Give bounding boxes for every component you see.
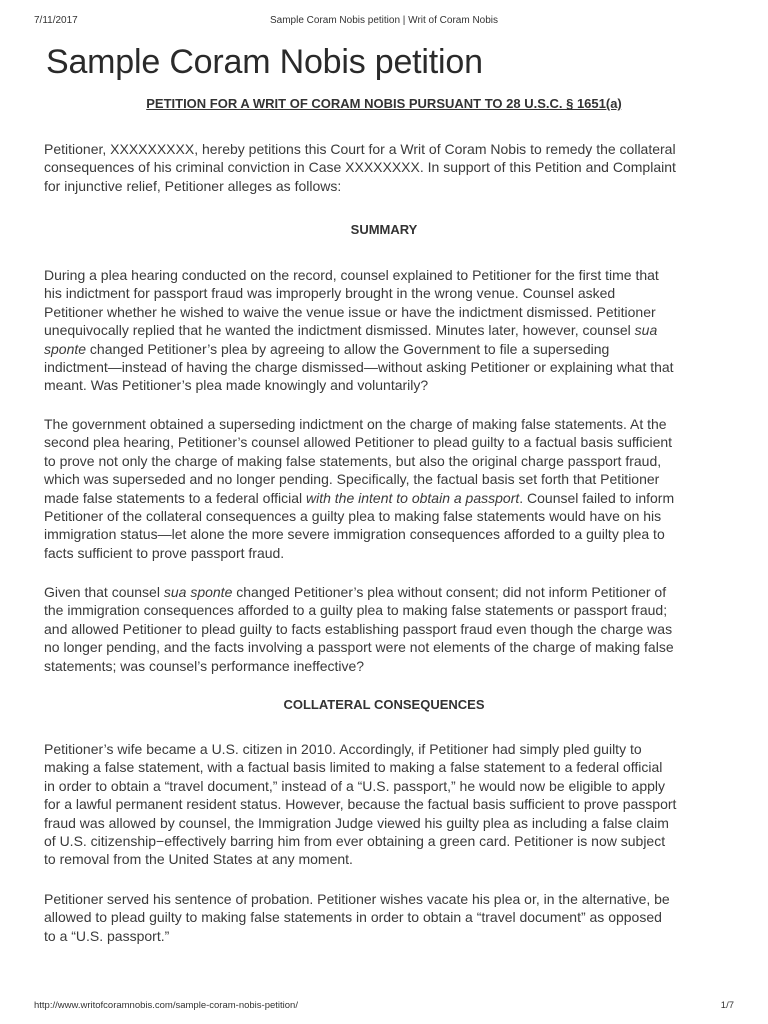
text-line: which was superseded and no longer pending. Specifically, the factual basis set forth that Petitioner [44,471,660,488]
text-line: Petitioner’s wife became a U.S. citizen in 2010. Accordingly, if Petitioner had simply pled guilty to [44,741,642,757]
collateral-paragraph-1 [44,740,728,869]
petition-heading: PETITION FOR A WRIT OF CORAM NOBIS PURSUANT TO 28 U.S.C. § 1651(a) [146,96,622,111]
text-line: Given that counsel sua sponte changed Petitioner’s plea without consent; did not inform Petitioner of [44,584,667,600]
print-date: 7/11/2017 [34,15,78,26]
print-header [34,15,734,29]
text-line: unequivocally replied that he wanted the indictment dismissed. Minutes later, however, counsel sua [44,322,658,339]
text-line: consequences of his criminal conviction in Case XXXXXXXX. In support of this Petition and Complaint [44,159,676,176]
text-line: to a “U.S. passport.” [44,927,170,944]
text-line: Petitioner whether he wished to waive the venue issue or have the indictment dismissed. Petitioner [44,303,656,320]
text-line: Petitioner of the collateral consequences a guilty plea to making false statements would have on his [44,508,662,525]
page-title: Sample Coram Nobis petition [46,43,483,81]
text-line: his indictment for passport fraud was improperly brought in the wrong venue. Counsel asked [44,285,616,302]
text-line: to prove not only the charge of making false statements, but also the original charge passport fraud, [44,452,662,469]
text-line: second plea hearing, Petitioner’s counsel allowed Petitioner to plead guilty to a factual basis sufficient [44,434,673,451]
text-line: for injunctive relief, Petitioner alleges as follows: [44,177,342,194]
text-line: meant. Was Petitioner’s plea made knowingly and voluntarily? [44,377,429,394]
text-line: made false statements to a federal official with the intent to obtain a passport. Counsel failed to inform [44,489,675,506]
text-line: The government obtained a superseding indictment on the charge of making false statements. At the [44,416,667,432]
text-line: immigration status—let alone the more severe immigration consequences afforded to a guilty plea to [44,526,665,543]
print-footer [34,1000,734,1014]
text-line: the immigration consequences afforded to a guilty plea to making false statements or passport fraud; [44,602,668,619]
text-line: indictment—instead of having the charge dismissed—without asking Petitioner or explaining what that [44,359,674,376]
text-line: for a lawful permanent resident status. However, because the factual basis sufficient to prove passport [44,796,677,813]
text-line: of U.S. citizenship−effectively barring him from ever obtaining a green card. Petitioner is now subject [44,833,666,850]
collateral-paragraph-2 [44,890,728,945]
text-line: Petitioner, XXXXXXXXX, hereby petitions this Court for a Writ of Coram Nobis to remedy the collateral [44,141,676,157]
print-tab-title: Sample Coram Nobis petition | Writ of Coram Nobis [269,15,499,26]
text-line: fraud was allowed by counsel, the Immigration Judge viewed his guilty plea as including a false claim [44,814,669,831]
collateral-heading: COLLATERAL CONSEQUENCES [283,697,485,712]
summary-heading: SUMMARY [350,222,418,237]
text-line: facts sufficient to prove passport fraud. [44,544,285,561]
text-line: Petitioner served his sentence of probation. Petitioner wishes vacate his plea or, in the alternative, be [44,891,670,907]
summary-paragraph-2 [44,415,728,562]
intro-paragraph [44,140,728,195]
text-line: allowed to plead guilty to making false statements in order to obtain a “travel document” as opposed [44,909,662,926]
text-line: to removal from the United States at any moment. [44,851,353,868]
text-line: and allowed Petitioner to plead guilty to facts establishing passport fraud even though the charge was [44,620,673,637]
text-line: no longer pending, and the facts involving a passport were not elements of the charge of making false [44,639,674,656]
summary-paragraph-1 [44,266,728,395]
text-line: in order to obtain a “travel document,” instead of a “U.S. passport,” he would now be eligible to apply [44,777,666,794]
page-number: 1/7 [720,1000,734,1011]
print-url: http://www.writofcoramnobis.com/sample-coram-nobis-petition/ [34,1000,298,1011]
text-line: statements; was counsel’s performance ineffective? [44,657,365,674]
text-line: making a false statement, with a factual basis limited to making a false statement to a federal official [44,759,663,776]
summary-paragraph-3 [44,583,728,675]
text-line: During a plea hearing conducted on the record, counsel explained to Petitioner for the first time that [44,267,659,283]
text-line: sponte changed Petitioner’s plea by agreeing to allow the Government to file a superseding [44,340,610,357]
